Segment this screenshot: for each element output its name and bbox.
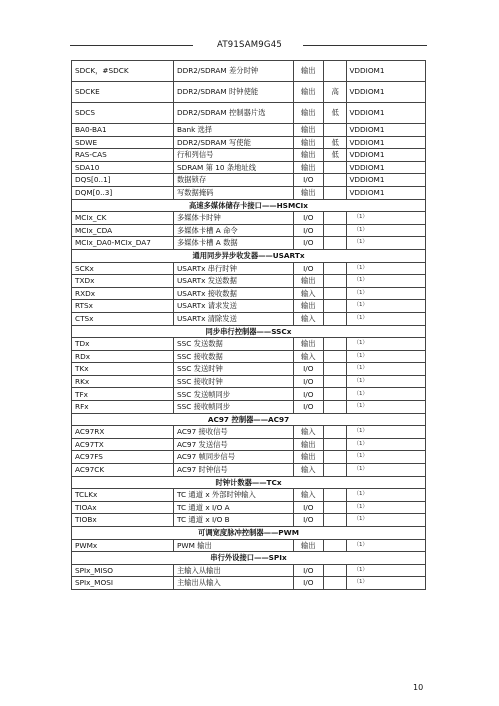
section-header-row: [72, 476, 426, 489]
table-row: [72, 149, 426, 162]
signal-name-cell: AC97CK: [72, 464, 174, 477]
signal-name-cell: MCIx_CK: [72, 212, 174, 225]
signal-name-cell: AC97FS: [72, 451, 174, 464]
section-title: 串行外设接口——SPIx: [72, 552, 426, 565]
function-cell: SSC 接收帧同步: [173, 401, 293, 414]
signal-name-cell: SCKx: [72, 262, 174, 275]
power-cell: （1）: [347, 300, 426, 313]
function-cell: PWM 输出: [173, 539, 293, 552]
function-cell: 行和列信号: [173, 149, 293, 162]
function-cell: AC97 时钟信号: [173, 464, 293, 477]
power-cell: （1）: [347, 237, 426, 250]
type-cell: 输出: [293, 338, 323, 351]
function-cell: USARTx 清除发送: [173, 312, 293, 325]
active-level-cell: [324, 124, 347, 137]
signal-name-cell: SDCS: [72, 103, 174, 124]
active-level-cell: [324, 262, 347, 275]
function-cell: Bank 选择: [173, 124, 293, 137]
active-level-cell: [324, 438, 347, 451]
table-row: [72, 539, 426, 552]
power-cell: （1）: [347, 375, 426, 388]
power-cell: VDDIOM1: [347, 103, 426, 124]
signal-name-cell: TIOBx: [72, 514, 174, 527]
active-level-cell: [324, 237, 347, 250]
signal-name-cell: BA0-BA1: [72, 124, 174, 137]
table-row: [72, 212, 426, 225]
type-cell: I/O: [293, 262, 323, 275]
power-cell: （1）: [347, 564, 426, 577]
active-level-cell: [324, 300, 347, 313]
type-cell: 输出: [293, 61, 323, 82]
active-level-cell: 低: [324, 103, 347, 124]
power-cell: （1）: [347, 438, 426, 451]
table-row: [72, 489, 426, 502]
table-row: [72, 564, 426, 577]
active-level-cell: 低: [324, 136, 347, 149]
function-cell: DDR2/SDRAM 控制器片选: [173, 103, 293, 124]
signal-name-cell: SPIx_MISO: [72, 564, 174, 577]
section-title: 时钟计数器——TCx: [72, 476, 426, 489]
function-cell: TC 通道 x 外部时钟输入: [173, 489, 293, 502]
power-cell: （1）: [347, 577, 426, 590]
signal-name-cell: SDWE: [72, 136, 174, 149]
section-header-row: [72, 413, 426, 426]
power-cell: VDDIOM1: [347, 61, 426, 82]
table-row: [72, 438, 426, 451]
active-level-cell: [324, 312, 347, 325]
header-title: AT91SAM9G45: [217, 40, 282, 50]
signal-name-cell: RTSx: [72, 300, 174, 313]
active-level-cell: [324, 174, 347, 187]
active-level-cell: [324, 451, 347, 464]
signal-name-cell: DQS[0..1]: [72, 174, 174, 187]
active-level-cell: [324, 186, 347, 199]
signal-name-cell: PWMx: [72, 539, 174, 552]
signal-name-cell: TKx: [72, 363, 174, 376]
active-level-cell: [324, 275, 347, 288]
section-header-row: [72, 249, 426, 262]
section-title: 通用同步异步收发器——USARTx: [72, 249, 426, 262]
power-cell: （1）: [347, 312, 426, 325]
type-cell: 输出: [293, 103, 323, 124]
active-level-cell: [324, 224, 347, 237]
signal-name-cell: MCIx_DA0-MCIx_DA7: [72, 237, 174, 250]
page-header: [0, 38, 499, 52]
function-cell: DDR2/SDRAM 差分时钟: [173, 61, 293, 82]
power-cell: VDDIOM1: [347, 161, 426, 174]
active-level-cell: [324, 539, 347, 552]
type-cell: 输出: [293, 539, 323, 552]
table-row: [72, 300, 426, 313]
power-cell: （1）: [347, 388, 426, 401]
function-cell: 主输出从输入: [173, 577, 293, 590]
function-cell: AC97 帧同步信号: [173, 451, 293, 464]
function-cell: DDR2/SDRAM 写使能: [173, 136, 293, 149]
table-row: [72, 388, 426, 401]
table-row: [72, 401, 426, 414]
power-cell: （1）: [347, 224, 426, 237]
type-cell: 输出: [293, 300, 323, 313]
table-row: [72, 237, 426, 250]
type-cell: 输出: [293, 136, 323, 149]
function-cell: 数据锁存: [173, 174, 293, 187]
section-title: AC97 控制器——AC97: [72, 413, 426, 426]
function-cell: SSC 发送帧同步: [173, 388, 293, 401]
table-row: [72, 426, 426, 439]
function-cell: SSC 发送时钟: [173, 363, 293, 376]
function-cell: 主输入从输出: [173, 564, 293, 577]
power-cell: （1）: [347, 539, 426, 552]
type-cell: I/O: [293, 237, 323, 250]
function-cell: SSC 接收时钟: [173, 375, 293, 388]
page-number: 10: [413, 683, 424, 692]
active-level-cell: [324, 564, 347, 577]
function-cell: SSC 发送数据: [173, 338, 293, 351]
table-row: [72, 124, 426, 137]
table-row: [72, 136, 426, 149]
function-cell: USARTx 接收数据: [173, 287, 293, 300]
active-level-cell: [324, 350, 347, 363]
active-level-cell: [324, 464, 347, 477]
type-cell: I/O: [293, 212, 323, 225]
table-row: [72, 224, 426, 237]
power-cell: VDDIOM1: [347, 186, 426, 199]
section-title: 同步串行控制器——SSCx: [72, 325, 426, 338]
type-cell: I/O: [293, 501, 323, 514]
table-row: [72, 350, 426, 363]
table-row: [72, 161, 426, 174]
function-cell: USARTx 发送数据: [173, 275, 293, 288]
signal-name-cell: AC97RX: [72, 426, 174, 439]
signal-name-cell: SDCK，#SDCK: [72, 61, 174, 82]
function-cell: AC97 接收信号: [173, 426, 293, 439]
section-header-row: [72, 527, 426, 540]
active-level-cell: [324, 212, 347, 225]
power-cell: （1）: [347, 350, 426, 363]
table-row: [72, 262, 426, 275]
signal-name-cell: RDx: [72, 350, 174, 363]
type-cell: 输出: [293, 161, 323, 174]
function-cell: TC 通道 x I/O A: [173, 501, 293, 514]
pin-table-body: [72, 61, 426, 590]
type-cell: 输出: [293, 451, 323, 464]
signal-name-cell: RXDx: [72, 287, 174, 300]
power-cell: （1）: [347, 401, 426, 414]
signal-name-cell: MCIx_CDA: [72, 224, 174, 237]
signal-name-cell: TDx: [72, 338, 174, 351]
table-row: [72, 338, 426, 351]
type-cell: 输出: [293, 82, 323, 103]
function-cell: TC 通道 x I/O B: [173, 514, 293, 527]
active-level-cell: [324, 363, 347, 376]
type-cell: 输出: [293, 149, 323, 162]
section-header-row: [72, 199, 426, 212]
power-cell: （1）: [347, 338, 426, 351]
table-row: [72, 514, 426, 527]
type-cell: 输入: [293, 464, 323, 477]
header-rule-right: [303, 45, 427, 46]
table-row: [72, 61, 426, 82]
power-cell: （1）: [347, 363, 426, 376]
active-level-cell: [324, 161, 347, 174]
signal-name-cell: TFx: [72, 388, 174, 401]
type-cell: I/O: [293, 564, 323, 577]
section-title: 可调宽度脉冲控制器——PWM: [72, 527, 426, 540]
active-level-cell: [324, 401, 347, 414]
signal-name-cell: AC97TX: [72, 438, 174, 451]
pin-description-table: [71, 60, 426, 590]
type-cell: 输入: [293, 350, 323, 363]
power-cell: （1）: [347, 275, 426, 288]
signal-name-cell: TCLKx: [72, 489, 174, 502]
table-row: [72, 275, 426, 288]
active-level-cell: [324, 338, 347, 351]
active-level-cell: [324, 489, 347, 502]
power-cell: （1）: [347, 451, 426, 464]
signal-name-cell: RFx: [72, 401, 174, 414]
function-cell: 多媒体卡槽 A 数据: [173, 237, 293, 250]
power-cell: （1）: [347, 262, 426, 275]
type-cell: I/O: [293, 514, 323, 527]
type-cell: I/O: [293, 375, 323, 388]
power-cell: （1）: [347, 501, 426, 514]
active-level-cell: [324, 501, 347, 514]
type-cell: I/O: [293, 174, 323, 187]
signal-name-cell: SDA10: [72, 161, 174, 174]
section-title: 高速多媒体储存卡接口——HSMCIx: [72, 199, 426, 212]
signal-name-cell: RKx: [72, 375, 174, 388]
table-row: [72, 363, 426, 376]
type-cell: I/O: [293, 401, 323, 414]
table-row: [72, 312, 426, 325]
table-row: [72, 577, 426, 590]
type-cell: 输入: [293, 312, 323, 325]
power-cell: VDDIOM1: [347, 174, 426, 187]
signal-name-cell: SPIx_MOSI: [72, 577, 174, 590]
active-level-cell: 高: [324, 82, 347, 103]
signal-name-cell: RAS-CAS: [72, 149, 174, 162]
signal-name-cell: SDCKE: [72, 82, 174, 103]
power-cell: （1）: [347, 514, 426, 527]
section-header-row: [72, 552, 426, 565]
power-cell: VDDIOM1: [347, 149, 426, 162]
type-cell: 输入: [293, 426, 323, 439]
type-cell: I/O: [293, 577, 323, 590]
table-row: [72, 82, 426, 103]
power-cell: （1）: [347, 464, 426, 477]
active-level-cell: [324, 287, 347, 300]
table-row: [72, 464, 426, 477]
signal-name-cell: TIOAx: [72, 501, 174, 514]
table-row: [72, 375, 426, 388]
section-header-row: [72, 325, 426, 338]
active-level-cell: [324, 426, 347, 439]
function-cell: USARTx 请求发送: [173, 300, 293, 313]
type-cell: I/O: [293, 388, 323, 401]
type-cell: I/O: [293, 363, 323, 376]
active-level-cell: [324, 388, 347, 401]
signal-name-cell: TXDx: [72, 275, 174, 288]
function-cell: 多媒体卡槽 A 命令: [173, 224, 293, 237]
function-cell: 多媒体卡时钟: [173, 212, 293, 225]
function-cell: 写数据掩码: [173, 186, 293, 199]
function-cell: SSC 接收数据: [173, 350, 293, 363]
power-cell: VDDIOM1: [347, 124, 426, 137]
power-cell: （1）: [347, 287, 426, 300]
table-row: [72, 451, 426, 464]
type-cell: I/O: [293, 224, 323, 237]
table-row: [72, 501, 426, 514]
type-cell: 输入: [293, 489, 323, 502]
type-cell: 输出: [293, 438, 323, 451]
active-level-cell: 低: [324, 149, 347, 162]
signal-name-cell: DQM[0..3]: [72, 186, 174, 199]
type-cell: 输入: [293, 287, 323, 300]
active-level-cell: [324, 577, 347, 590]
power-cell: （1）: [347, 212, 426, 225]
type-cell: 输出: [293, 186, 323, 199]
signal-name-cell: CTSx: [72, 312, 174, 325]
power-cell: （1）: [347, 426, 426, 439]
type-cell: 输出: [293, 275, 323, 288]
power-cell: VDDIOM1: [347, 82, 426, 103]
power-cell: （1）: [347, 489, 426, 502]
power-cell: VDDIOM1: [347, 136, 426, 149]
table-row: [72, 287, 426, 300]
function-cell: DDR2/SDRAM 时钟使能: [173, 82, 293, 103]
function-cell: USARTx 串行时钟: [173, 262, 293, 275]
table-row: [72, 103, 426, 124]
table-row: [72, 174, 426, 187]
table-row: [72, 186, 426, 199]
active-level-cell: [324, 375, 347, 388]
type-cell: 输出: [293, 124, 323, 137]
active-level-cell: [324, 61, 347, 82]
function-cell: SDRAM 第 10 条地址线: [173, 161, 293, 174]
function-cell: AC97 发送信号: [173, 438, 293, 451]
active-level-cell: [324, 514, 347, 527]
